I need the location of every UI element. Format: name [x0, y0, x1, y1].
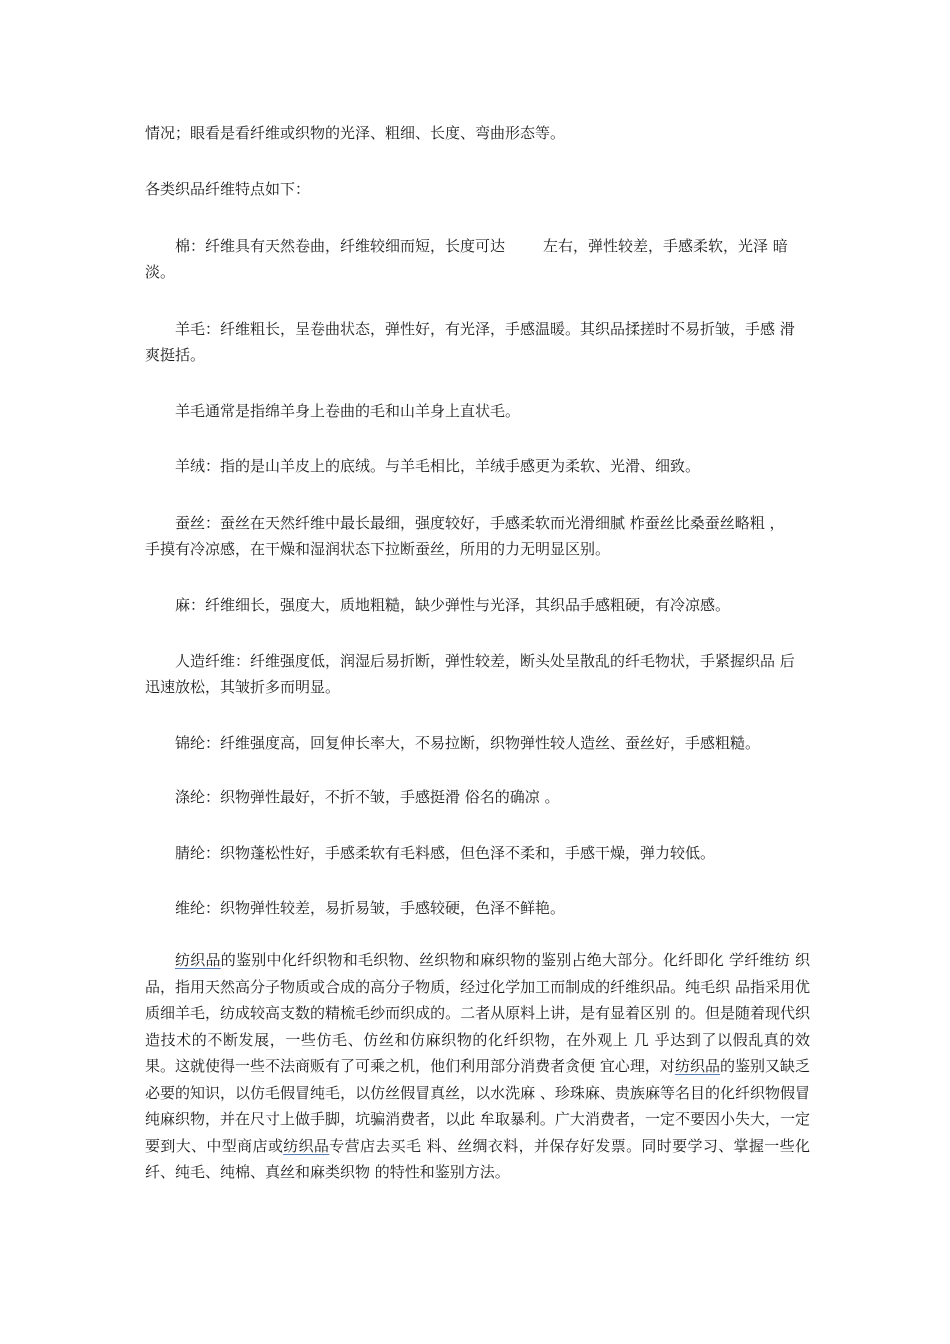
vinylon-paragraph: 维纶：织物弹性较差，易折易皱，手感较硬，色泽不鲜艳。: [175, 899, 566, 917]
cotton-text-b: 左右，弹性较差，手感柔软，光泽 暗: [543, 237, 788, 255]
final-paragraph: [145, 947, 810, 1186]
textile-link-2[interactable]: 纺织品: [674, 1057, 720, 1075]
silk-line-2: 手摸有冷凉感，在干燥和湿润状态下拉断蚕丝，所用的力无明显区别。: [145, 540, 611, 558]
cotton-text-a: 棉：纤维具有天然卷曲，纤维较细而短，长度可达: [175, 237, 506, 255]
rayon-line-1: 人造纤维：纤维强度低，润湿后易折断，弹性较差，断头处呈散乱的纤毛物状，手紧握织品 后: [175, 652, 795, 670]
section-heading: 各类织品纤维特点如下：: [145, 180, 311, 198]
hemp-paragraph: 麻：纤维细长，强度大，质地粗糙，缺少弹性与光泽，其织品手感粗硬，有冷凉感。: [175, 596, 731, 614]
final-text-2: 的鉴别又缺乏必要的知识，以仿毛假冒纯毛，以仿丝假冒真丝，以水洗麻 、珍珠麻、贵族麻等名目的化纤织物假冒纯麻织物，并在尺寸上做手脚，坑骗消费者，以此 牟取暴利。广大消费者，一定不要因小失大，一定要到大、中型商店或: [145, 1057, 810, 1155]
textile-link-1[interactable]: 纺织品: [175, 951, 221, 969]
wool-note: 羊毛通常是指绵羊身上卷曲的毛和山羊身上直状毛。: [175, 402, 521, 420]
wool-line-2: 爽挺括。: [145, 346, 206, 364]
final-text-1: 的鉴别中化纤织物和毛织物、丝织物和麻织物的鉴别占绝大部分。化纤即化 学纤维纺 织品，指用天然高分子物质或合成的高分子物质，经过化学加工而制成的纤维织品。纯毛织 品指采用优质细羊毛，纺成较高支数的精梳毛纱而织成的。二者从原料上讲，是有显着区别 的。但是随着现代织造技术的不断发展，一些仿毛、仿丝和仿麻织物的化纤织物，在外观上 几 乎达到了以假乱真的效果。这就使得一些不法商贩有了可乘之机，他们利用部分消费者贪便 宜心理，对: [145, 951, 810, 1075]
cotton-line-1: [145, 233, 810, 259]
cotton-line-2: 淡。: [145, 263, 176, 281]
intro-line: 情况；眼看是看纤维或织物的光泽、粗细、长度、弯曲形态等。: [145, 124, 566, 142]
nylon-paragraph: 锦纶：纤维强度高，回复伸长率大，不易拉断，织物弹性较人造丝、蚕丝好，手感粗糙。: [175, 734, 761, 752]
polyester-paragraph: 涤纶：织物弹性最好，不折不皱，手感挺滑 俗名的确凉 。: [175, 788, 560, 806]
final-text-3: 专营店去买毛 料、丝绸衣料，并保存好发票。同时要学习、掌握一些化纤、纯毛、纯棉、真丝和麻类织物 的特性和鉴别方法。: [145, 1136, 810, 1181]
silk-line-1: 蚕丝：蚕丝在天然纤维中最长最细，强度较好，手感柔软而光滑细腻 柞蚕丝比桑蚕丝略粗 ，: [175, 514, 785, 532]
wool-line-1: 羊毛：纤维粗长，呈卷曲状态，弹性好，有光泽，手感温暖。其织品揉搓时不易折皱，手感 滑: [175, 320, 795, 338]
textile-link-3[interactable]: 纺织品: [283, 1136, 330, 1155]
acrylic-paragraph: 腈纶：织物蓬松性好，手感柔软有毛料感，但色泽不柔和，手感干燥，弹力较低。: [175, 844, 716, 862]
cashmere-paragraph: 羊绒：指的是山羊皮上的底绒。与羊毛相比，羊绒手感更为柔软、光滑、细致。: [175, 457, 701, 475]
rayon-line-2: 迅速放松，其皱折多而明显。: [145, 678, 341, 696]
